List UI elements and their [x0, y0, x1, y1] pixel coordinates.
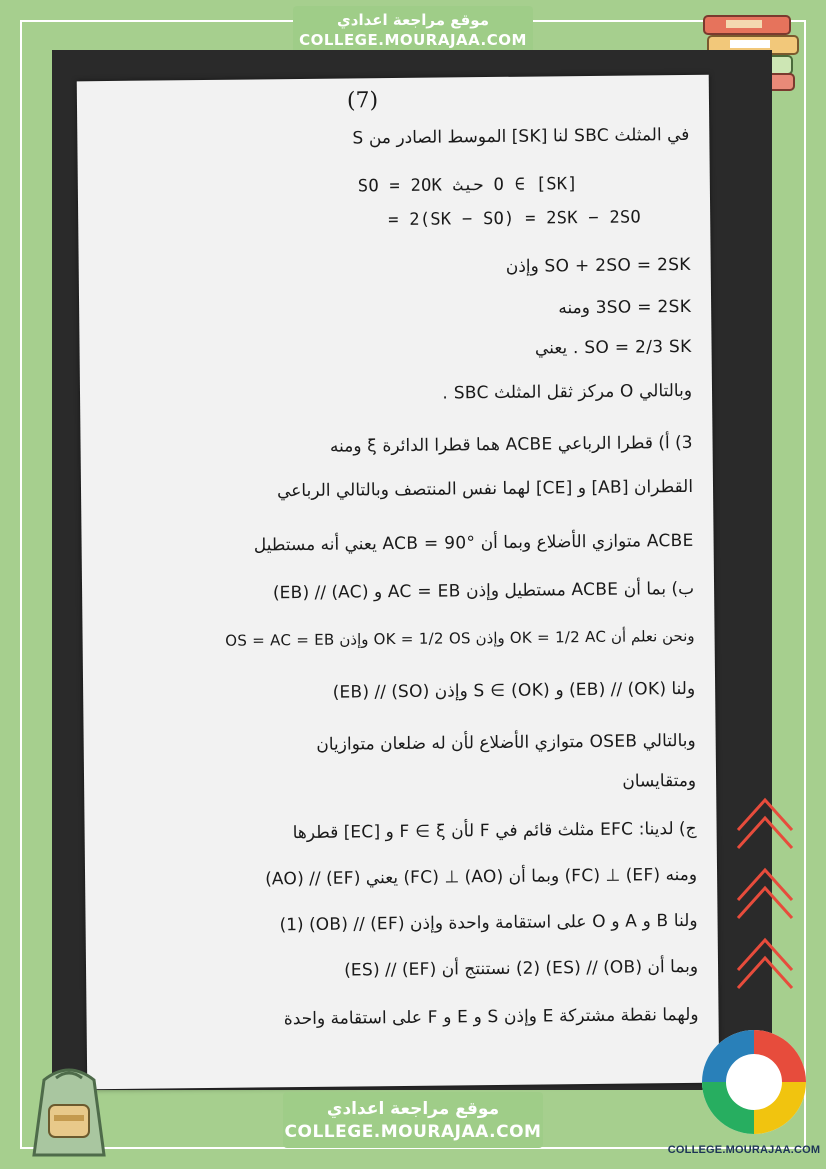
note-line: في المثلث SBC لنا [SK] الموسط الصادر من S [352, 124, 690, 149]
note-line: ج) لدينا: EFC مثلث قائم في F لأن F ∈ ξ و [EC] قطرها [292, 818, 697, 844]
header-banner [293, 6, 533, 56]
note-line: ACBE متوازي الأضلاع وبما أن ACB = 90° يعني أنه مستطيل [253, 530, 694, 556]
note-line: 3) أ) قطرا الرباعي ACBE هما قطرا الدائرة ξ ومنه [329, 432, 693, 457]
logo-caption: COLLEGE.MOURAJAA.COM [667, 1144, 821, 1156]
school-backpack-icon [14, 1060, 124, 1160]
note-line: ولنا (OK) // (EB) و S ∈ (OK) وإذن (SO) // (EB) [332, 678, 696, 703]
note-line: ب) بما أن ACBE مستطيل وإذن AC = EB و (AC) // (EB) [272, 578, 695, 604]
footer-site-name: موقع مراجعة اعدادي [326, 1099, 500, 1119]
note-line: وبما أن (OB) // (ES) (2) نستنتج أن (EF) // (ES) [344, 956, 699, 981]
note-line: ونحن نعلم أن OK = 1/2 AC وإذن OK = 1/2 OS وإذن OS = AC = EB [225, 626, 695, 650]
header-site-url[interactable]: COLLEGE.MOURAJAA.COM [299, 31, 527, 49]
note-line: SO + 2SO = 2SK وإذن [505, 254, 691, 277]
note-line: وبالتالي OSEB متوازي الأضلاع لأن له ضلعان متوازيان [316, 730, 696, 755]
page-number: (7) [346, 88, 379, 114]
note-line: القطران [AB] و [CE] لهما نفس المنتصف وبالتالي الرباعي [276, 476, 694, 502]
header-site-name: موقع مراجعة اعدادي [337, 11, 489, 29]
note-line: وبالتالي O مركز ثقل المثلث SBC . [442, 380, 693, 404]
education-circle-logo [694, 1022, 814, 1142]
note-line: ولهما نقطة مشتركة E وإذن S و E و F على استقامة واحدة [283, 1004, 699, 1030]
footer-site-url[interactable]: COLLEGE.MOURAJAA.COM [284, 1122, 542, 1142]
chevron-up-icons [730, 790, 800, 1050]
note-line: ومنه (EF) ⊥ (FC) وبما أن (AO) ⊥ (FC) يعني (EF) // (AO) [265, 864, 698, 890]
note-line: = 2(SK − SO) = 2SK − 2SO [388, 207, 642, 231]
note-line: ولنا B و A و O على استقامة واحدة وإذن (EF) // (OB) (1) [279, 910, 698, 936]
footer-banner [283, 1092, 543, 1148]
note-line: SO = 2OK حيث O ∈ [SK] [357, 174, 579, 197]
note-line: ومتقايسان [622, 770, 697, 792]
handwritten-page [77, 75, 720, 1090]
note-line: 3SO = 2SK ومنه [558, 296, 692, 319]
note-line: SO = 2/3 SK . يعني [534, 336, 692, 359]
